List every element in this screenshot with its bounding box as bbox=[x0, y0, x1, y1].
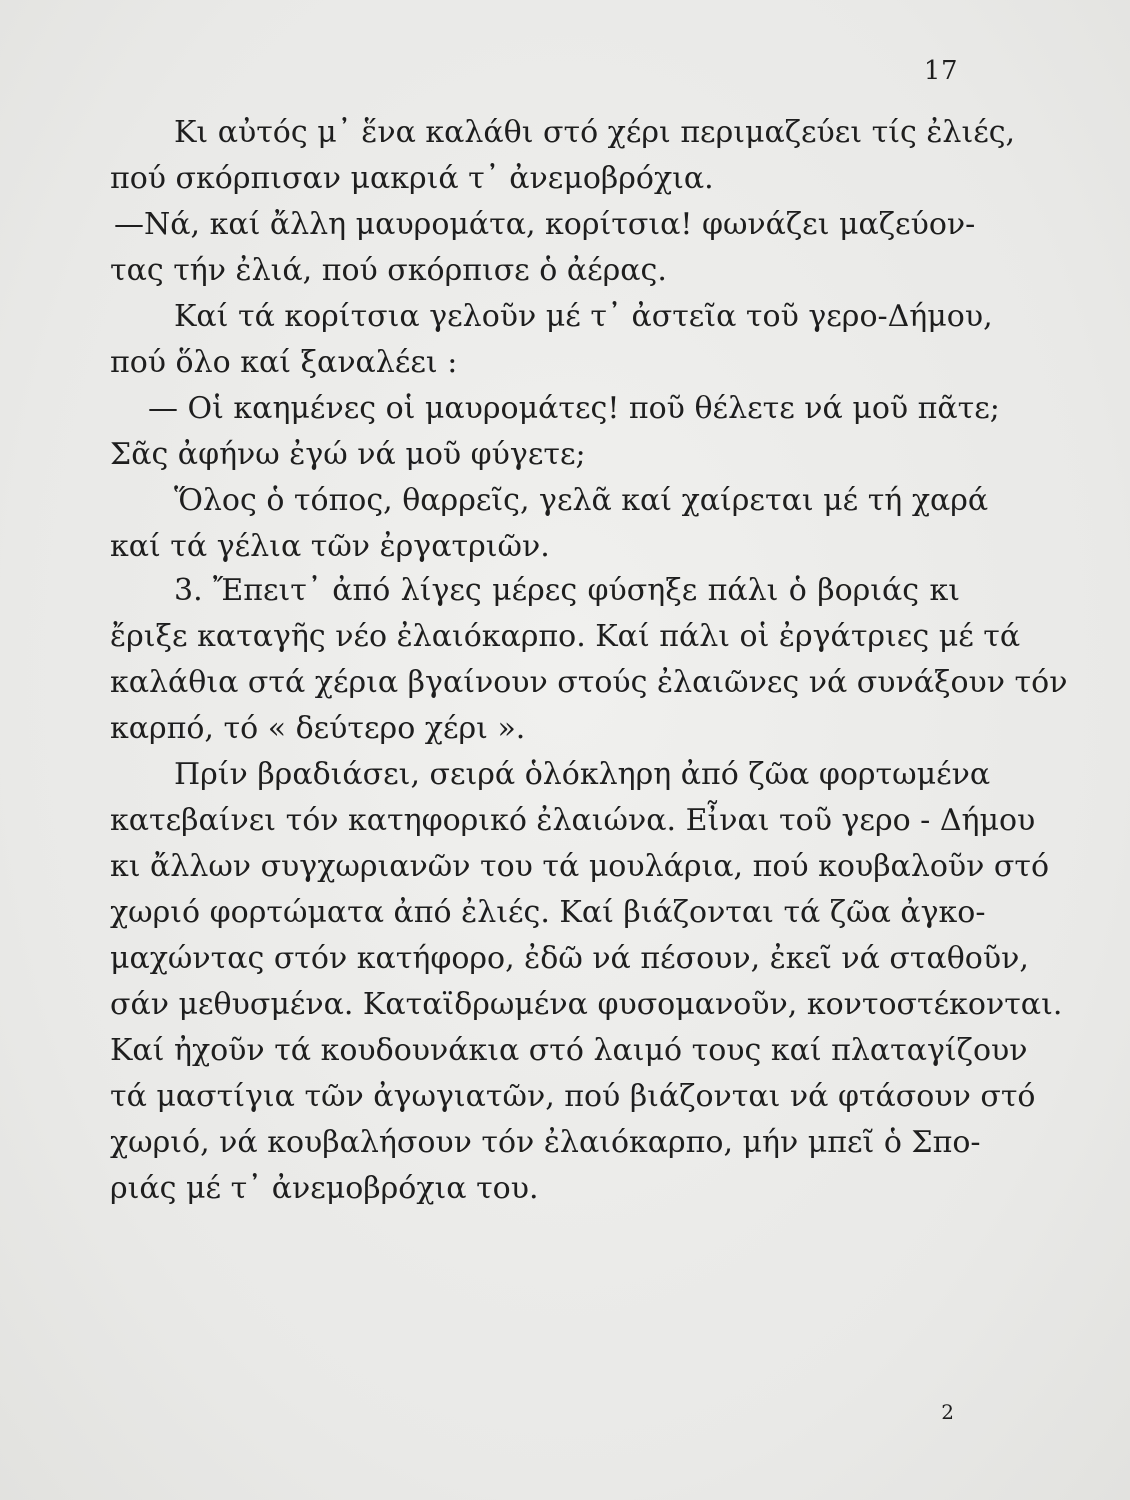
text-line: σάν μεθυσμένα. Καταϊδρωμένα φυσομανοῦν, κοντοστέκονται. bbox=[110, 987, 1063, 1022]
text-section-1 bbox=[110, 110, 1016, 570]
text-line: τας τήν ἐλιά, πού σκόρπισε ὁ ἀέρας. bbox=[110, 253, 667, 288]
signature-mark: 2 bbox=[941, 1400, 954, 1424]
text-line: πού σκόρπισαν μακριά τ᾿ ἀνεμοβρόχια. bbox=[110, 161, 714, 196]
text-line: πού ὅλο καί ξαναλέει : bbox=[110, 345, 458, 380]
text-line: χωριό, νά κουβαλήσουν τόν ἐλαιόκαρπο, μήν μπεῖ ὁ Σπο- bbox=[110, 1125, 981, 1160]
text-line: μαχώντας στόν κατήφορο, ἐδῶ νά πέσουν, ἐκεῖ νά σταθοῦν, bbox=[110, 941, 1029, 976]
text-section-2 bbox=[110, 568, 1068, 1212]
text-line: Πρίν βραδιάσει, σειρά ὁλόκληρη ἀπό ζῶα φορτωμένα bbox=[174, 757, 991, 792]
page-number: 17 bbox=[923, 56, 958, 86]
text-line: καλάθια στά χέρια βγαίνουν στούς ἐλαιῶνες νά συνάξουν τόν bbox=[110, 665, 1068, 700]
text-line: χωριό φορτώματα ἀπό ἐλιές. Καί βιάζονται τά ζῶα ἀγκο- bbox=[110, 895, 986, 930]
text-line: — Οἱ καημένες οἱ μαυρομάτες! ποῦ θέλετε νά μοῦ πᾶτε; bbox=[148, 391, 1000, 426]
text-line: ἔριξε καταγῆς νέο ἐλαιόκαρπο. Καί πάλι οἱ ἐργάτριες μέ τά bbox=[110, 619, 1021, 654]
text-line: κι ἄλλων συγχωριανῶν του τά μουλάρια, πού κουβαλοῦν στό bbox=[110, 849, 1050, 884]
text-line: ριάς μέ τ᾿ ἀνεμοβρόχια του. bbox=[110, 1171, 539, 1206]
text-line: 3. Ἔπειτ᾿ ἀπό λίγες μέρες φύσηξε πάλι ὁ βοριάς κι bbox=[174, 573, 960, 608]
text-line: τά μαστίγια τῶν ἀγωγιατῶν, πού βιάζονται νά φτάσουν στό bbox=[110, 1079, 1036, 1114]
text-line: καί τά γέλια τῶν ἐργατριῶν. bbox=[110, 529, 550, 564]
text-line: Κι αὐτός μ᾿ ἕνα καλάθι στό χέρι περιμαζεύει τίς ἐλιές, bbox=[174, 115, 1016, 150]
text-line: καρπό, τό « δεύτερο χέρι ». bbox=[110, 711, 526, 746]
text-line: Σᾶς ἀφήνω ἐγώ νά μοῦ φύγετε; bbox=[110, 437, 586, 472]
text-line: Καί τά κορίτσια γελοῦν μέ τ᾿ ἀστεῖα τοῦ γερο-Δήμου, bbox=[174, 299, 993, 334]
text-line: Καί ἠχοῦν τά κουδουνάκια στό λαιμό τους καί πλαταγίζουν bbox=[110, 1033, 1028, 1068]
text-line: Ὅλος ὁ τόπος, θαρρεῖς, γελᾶ καί χαίρεται μέ τή χαρά bbox=[174, 483, 989, 518]
text-line: κατεβαίνει τόν κατηφορικό ἐλαιώνα. Εἶναι τοῦ γερο - Δήμου bbox=[110, 803, 1036, 838]
text-line: —Νά, καί ἄλλη μαυρομάτα, κορίτσια! φωνάζει μαζεύον- bbox=[114, 207, 976, 242]
